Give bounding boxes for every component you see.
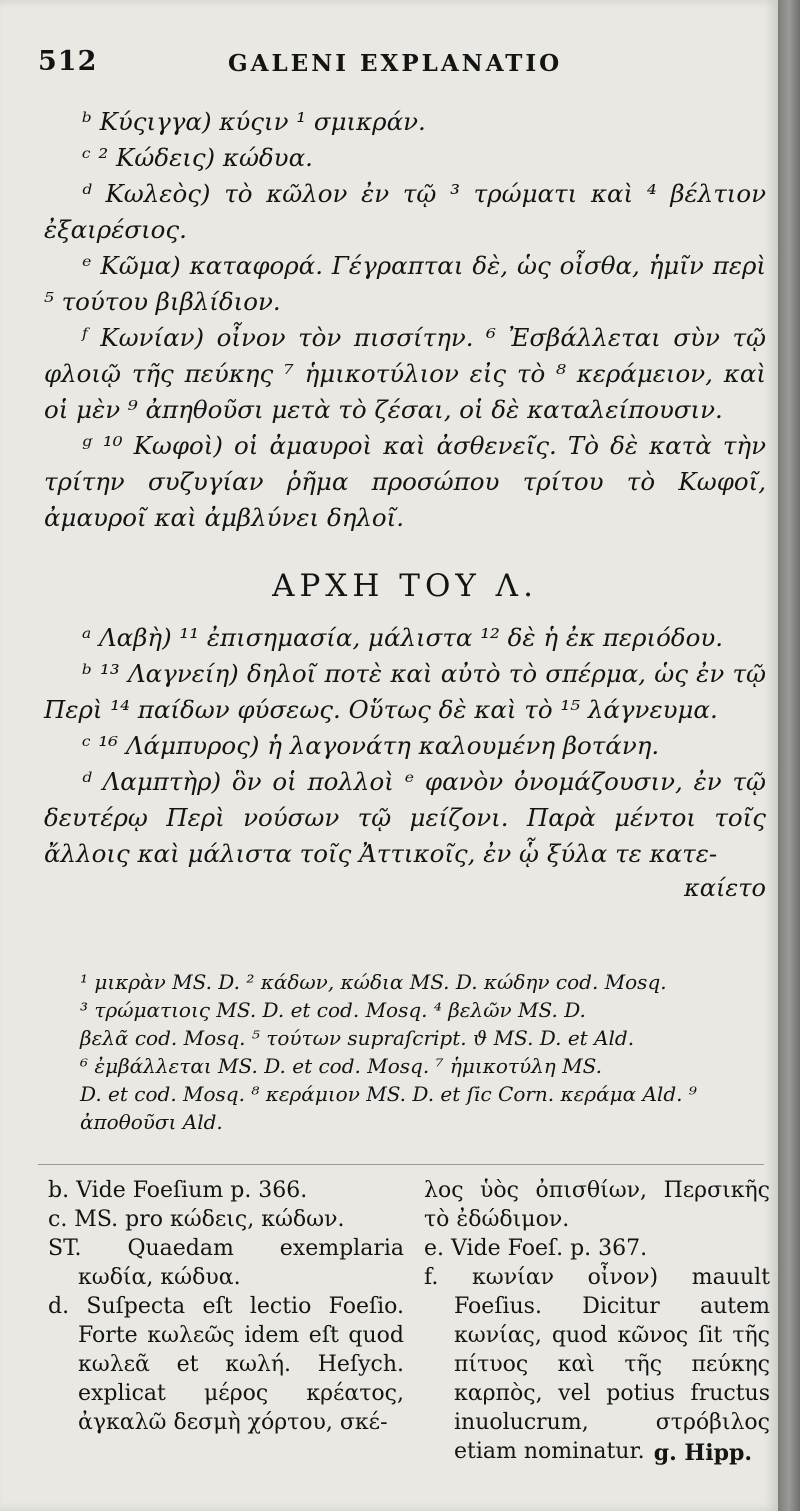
note-line: ¹ μικρὰν MS. D. ² κάδων, κώδια MS. D. κώδην cod. Mosq. (80, 970, 667, 994)
commentary-right-column (424, 1176, 770, 1466)
entry-line: ᵃ Λαβὴ) ¹¹ ἐπισημασία, μάλιστα ¹² δὲ ἡ ἐκ περιόδου. (82, 623, 724, 652)
note-line: ³ τρώματιοις MS. D. et cod. Mosq. ⁴ βελῶν MS. D. (80, 998, 586, 1022)
page-header (38, 44, 738, 84)
page-number: 512 (38, 46, 98, 77)
commentary-item: b. Vide Foeſium p. 366. (48, 1178, 308, 1203)
entry-line: ᵇ Κύςιγγα) κύςιν ¹ σμικράν. (82, 107, 426, 136)
commentary-left-column (48, 1176, 404, 1437)
note-line: βελᾶ cod. Mosq. ⁵ τούτων supraſcript. ϑ MS. D. et Ald. (80, 1026, 635, 1050)
page-edge (778, 0, 800, 1511)
entry-line: ᵍ ¹⁰ Κωφοὶ) οἱ ἀμαυροὶ καὶ ἀσθενεῖς. Τὸ δὲ κατὰ τὴν τρίτην συζυγίαν ῥῆμα προσώπου τρίτου τὸ Κωφοῖ, ἀμαυροῖ καὶ ἀμβλύνει δηλοῖ. (44, 431, 766, 532)
main-text (44, 104, 766, 904)
entry-line: ᶠ Κωνίαν) οἶνον τὸν πισσίτην. ⁶ Ἐσβάλλεται σὺν τῷ φλοιῷ τῆς πεύκης ⁷ ἡμικοτύλιον εἰς τὸ ⁸ κεράμειον, καὶ οἱ μὲν ⁹ ἀπηθοῦσι μετὰ τὸ ζέσαι, οἱ δὲ καταλείπουσιν. (44, 323, 766, 424)
commentary-item: e. Vide Foeſ. p. 367. (424, 1236, 648, 1261)
running-title: GALENI EXPLANATIO (228, 50, 563, 77)
divider (38, 1164, 764, 1165)
commentary-item: d. Suſpecta eſt lectio Foeſio. Forte κωλεῶς idem eſt quod κωλεᾶ et κωλή. Heſych. explicat μέρος κρέατος, ἀγκαλῶ δεσμὴ χόρτου, σκέ- (48, 1294, 404, 1435)
entry-line: ᵈ Λαμπτὴρ) ὃν οἱ πολλοὶ ᵉ φανὸν ὀνομάζουσιν, ἐν τῷ δευτέρῳ Περὶ νούσων τῷ μείζονι. Παρὰ μέντοι τοῖς ἄλλοις καὶ μάλιστα τοῖς Ἀττικοῖς, ἐν ᾧ ξύλα τε κατε- (44, 767, 766, 868)
entry-line: ᵇ ¹³ Λαγνείη) δηλοῖ ποτὲ καὶ αὐτὸ τὸ σπέρμα, ὡς ἐν τῷ Περὶ ¹⁴ παίδων φύσεως. Οὕτως δὲ καὶ τὸ ¹⁵ λάγνευμα. (44, 659, 766, 724)
textual-notes (80, 968, 770, 1136)
note-line: D. et cod. Mosq. ⁸ κεράμιον MS. D. et ſic Corn. κεράμα Ald. ⁹ ἀποθοῦσι Ald. (80, 1082, 697, 1134)
section-heading: ΑΡΧΗ ΤΟΥ Λ. (272, 568, 538, 604)
entry-line: ᵈ Κωλεὸς) τὸ κῶλον ἐν τῷ ³ τρώματι καὶ ⁴ βέλτιον ἐξαιρέσιος. (44, 179, 766, 244)
entry-line: ᵉ Κῶμα) καταφορά. Γέγραπται δὲ, ὡς οἶσθα, ἡμῖν περὶ ⁵ τούτου βιβλίδιον. (44, 251, 766, 316)
end-catchword: g. Hipp. (653, 1440, 752, 1466)
commentary-item: ST. Quaedam exemplaria κωδία, κώδυα. (48, 1236, 404, 1290)
catchword: καίετο (684, 874, 766, 902)
entry-line: ᶜ ¹⁶ Λάμπυρος) ἡ λαγονάτη καλουμένη βοτάνη. (82, 731, 660, 760)
entry-line: ᶜ ² Κώδεις) κώδυα. (82, 143, 313, 172)
commentary-item: f. κωνίαν οἶνον) mauult Foeſius. Dicitur autem κωνίας, quod κῶνος ſit τῆς πίτυος καὶ τῆς πεύκης καρπὸς, vel potius fructus inuolucrum, στρόβιλος etiam nominatur. (424, 1265, 770, 1464)
commentary-item: λος ὑὸς ὀπισθίων, Περσικῆς τὸ ἐδώδιμον. (424, 1178, 770, 1232)
commentary-item: c. MS. pro κώδεις, κώδων. (48, 1207, 345, 1232)
note-line: ⁶ ἐμβάλλεται MS. D. et cod. Mosq. ⁷ ἡμικοτύλη MS. (80, 1054, 602, 1078)
